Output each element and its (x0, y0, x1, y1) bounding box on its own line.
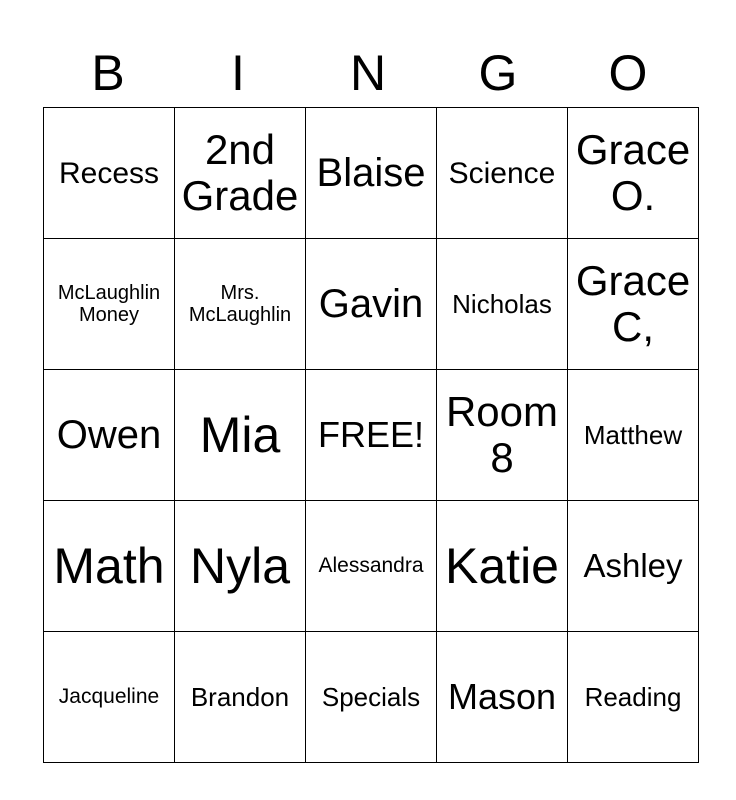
card-row (44, 501, 699, 632)
header-letter-i: I (231, 45, 245, 101)
header-letter-b: B (91, 45, 125, 101)
card-cell: Blaise (306, 108, 437, 239)
card-cell: Owen (44, 370, 175, 501)
card-cell: 2nd Grade (175, 108, 306, 239)
card-row (44, 370, 699, 501)
card-cell: Science (437, 108, 568, 239)
bingo-header (43, 40, 693, 106)
card-cell: Nicholas (437, 239, 568, 370)
card-cell: Grace O. (568, 108, 699, 239)
card-cell: Specials (306, 632, 437, 763)
free-space: FREE! (306, 370, 437, 501)
card-cell: Recess (44, 108, 175, 239)
card-cell: Mason (437, 632, 568, 763)
card-cell: Reading (568, 632, 699, 763)
card-cell: Ashley (568, 501, 699, 632)
card-cell: Alessandra (306, 501, 437, 632)
card-cell: Matthew (568, 370, 699, 501)
card-row (44, 632, 699, 763)
card-cell: McLaughlin Money (44, 239, 175, 370)
card-cell: Room 8 (437, 370, 568, 501)
card-cell: Katie (437, 501, 568, 632)
card-cell: Grace C, (568, 239, 699, 370)
header-letter-g: G (478, 45, 518, 101)
card-cell: Brandon (175, 632, 306, 763)
card-row (44, 239, 699, 370)
card-cell: Mia (175, 370, 306, 501)
card-cell: Mrs. McLaughlin (175, 239, 306, 370)
card-cell: Nyla (175, 501, 306, 632)
header-letter-n: N (349, 45, 387, 101)
card-cell: Math (44, 501, 175, 632)
card-cell: Gavin (306, 239, 437, 370)
card-cell: Jacqueline (44, 632, 175, 763)
bingo-card (43, 107, 699, 763)
header-letter-o: O (608, 45, 648, 101)
card-row (44, 108, 699, 239)
